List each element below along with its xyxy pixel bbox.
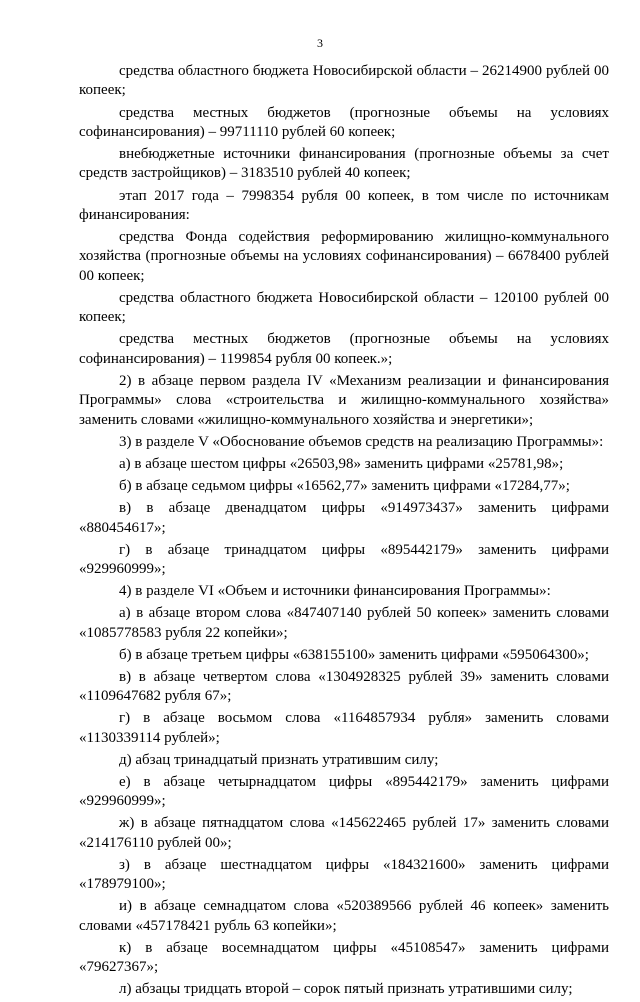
paragraph: ж) в абзаце пятнадцатом слова «145622465 рублей 17» заменить словами «214176110 рублей 00»; <box>79 815 609 851</box>
paragraph: средства областного бюджета Новосибирской области – 120100 рублей 00 копеек; <box>79 289 609 326</box>
paragraph: б) в абзаце седьмом цифры «16562,77» заменить цифрами «17284,77»; <box>119 478 570 494</box>
paragraph: г) в абзаце восьмом слова «1164857934 рубля» заменить словами «1130339114 рублей»; <box>79 710 609 746</box>
paragraph: к) в абзаце восемнадцатом цифры «45108547» заменить цифрами «79627367»; <box>79 939 609 976</box>
paragraph: л) абзацы тридцать второй – сорок пятый признать утратившими силу; <box>119 981 573 998</box>
paragraph: 3) в разделе V «Обоснование объемов средств на реализацию Программы»: <box>119 433 604 450</box>
paragraph: а) в абзаце втором слова «847407140 рублей 50 копеек» заменить словами «1085778583 рубля 22 копейки»; <box>79 605 609 641</box>
paragraph: б) в абзаце третьем цифры «638155100» заменить цифрами «595064300»; <box>119 646 589 663</box>
paragraph: з) в абзаце шестнадцатом цифры «184321600» заменить цифрами «178979100»; <box>79 856 609 893</box>
paragraph: д) абзац тринадцатый признать утратившим силу; <box>119 751 439 768</box>
paragraph: е) в абзаце четырнадцатом цифры «895442179» заменить цифрами «929960999»; <box>79 773 609 810</box>
paragraph: 4) в разделе VI «Объем и источники финансирования Программы»: <box>119 583 551 600</box>
document-body <box>79 62 609 1002</box>
paragraph: и) в абзаце семнадцатом слова «520389566 рублей 46 копеек» заменить словами «457178421 рубль 63 копейки»; <box>79 898 609 934</box>
paragraph: 2) в абзаце первом раздела IV «Механизм реализации и финансирования Программы» слова «строительства и жилищно-коммунального хозяйства» заменить словами «жилищно-коммунального хозяйства и энергетики»; <box>79 372 609 428</box>
paragraph: средства местных бюджетов (прогнозные объемы на условиях софинансирования) – 1199854 рубля 00 копеек.»; <box>79 331 609 367</box>
paragraph: в) в абзаце четвертом слова «1304928325 рублей 39» заменить словами «1109647682 рубля 67»; <box>79 668 609 705</box>
paragraph: в) в абзаце двенадцатом цифры «914973437» заменить цифрами «880454617»; <box>79 500 609 536</box>
paragraph: внебюджетные источники финансирования (прогнозные объемы за счет средств застройщиков) – 3183510 рублей 40 копеек; <box>79 146 609 182</box>
paragraph: г) в абзаце тринадцатом цифры «895442179» заменить цифрами «929960999»; <box>79 541 609 577</box>
paragraph: средства областного бюджета Новосибирской области – 26214900 рублей 00 копеек; <box>79 63 609 99</box>
paragraph: этап 2017 года – 7998354 рубля 00 копеек, в том числе по источникам финансирования: <box>79 187 609 223</box>
paragraph: средства Фонда содействия реформированию жилищно-коммунального хозяйства (прогнозные объемы на условиях софинансирования) – 6678400 рублей 00 копеек; <box>79 229 609 284</box>
paragraph: а) в абзаце шестом цифры «26503,98» заменить цифрами «25781,98»; <box>119 455 564 472</box>
paragraph: средства местных бюджетов (прогнозные объемы на условиях софинансирования) – 99711110 рублей 60 копеек; <box>79 104 609 140</box>
page-number: 3 <box>317 36 323 50</box>
